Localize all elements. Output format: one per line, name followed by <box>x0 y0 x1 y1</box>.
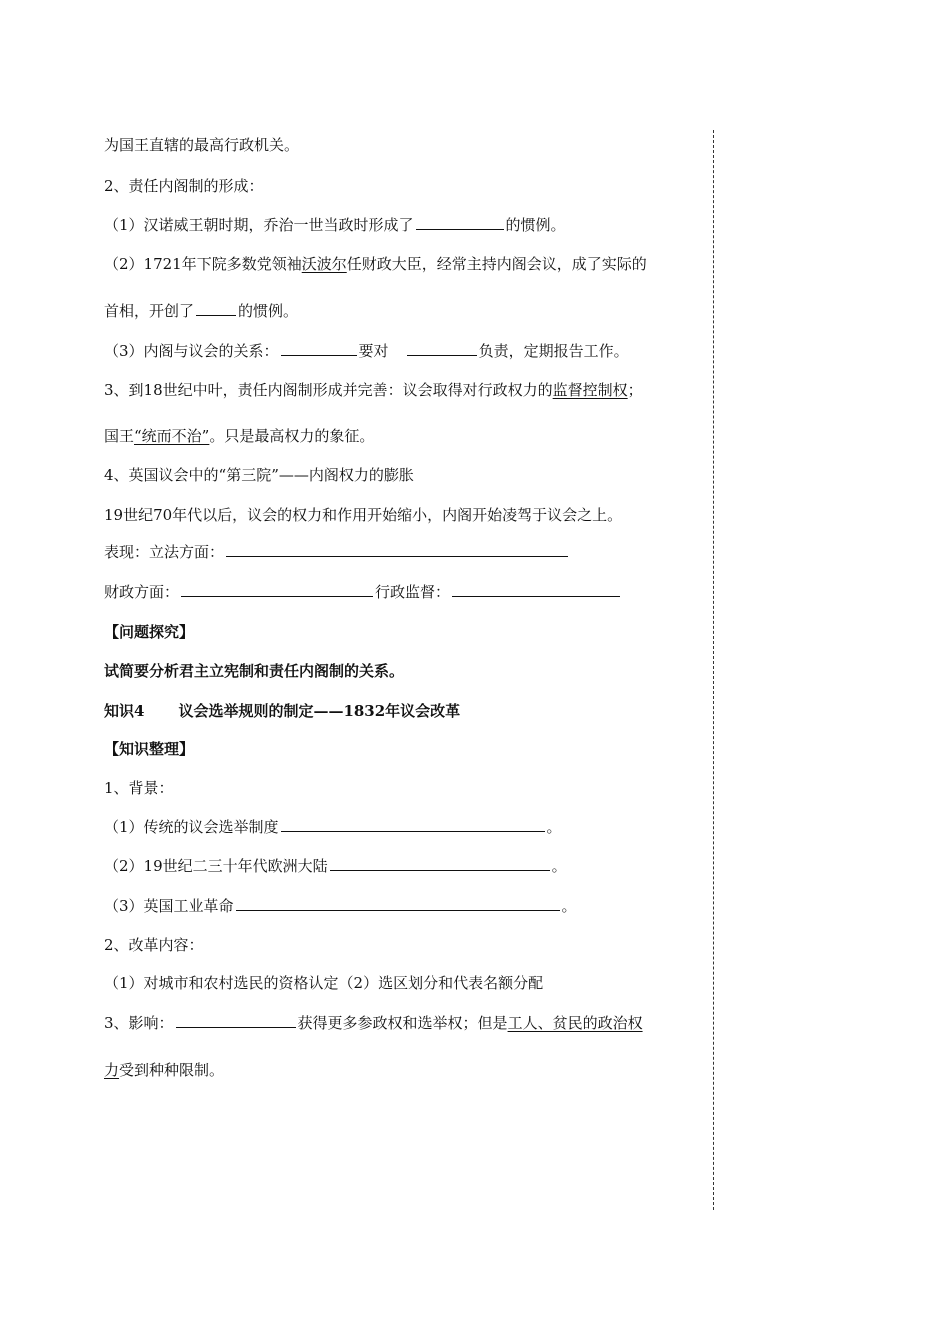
text: （3）内阁与议会的关系： <box>104 342 279 360</box>
text-line <box>104 253 647 275</box>
text: 负责，定期报告工作。 <box>478 342 629 360</box>
text-line <box>104 895 577 917</box>
text: 的惯例。 <box>505 216 566 234</box>
text: 试简要分析君主立宪制和责任内阁制的关系。 <box>104 662 405 680</box>
fill-blank[interactable] <box>330 856 550 871</box>
text: 获得更多参政权和选举权；但是 <box>297 1014 508 1032</box>
knowledge-title <box>104 700 460 722</box>
text: 。只是最高权力的象征。 <box>209 427 375 445</box>
fill-blank[interactable] <box>281 341 357 356</box>
text: 要对 <box>358 342 389 360</box>
text: 议会选举规则的制定——1832年议会改革 <box>178 702 461 720</box>
text-line <box>104 816 562 838</box>
text-line <box>104 504 622 526</box>
section-heading <box>104 777 174 799</box>
text: 2、改革内容： <box>104 936 204 954</box>
text: 的惯例。 <box>238 302 299 320</box>
text: （1）汉诺威王朝时期，乔治一世当政时形成了 <box>104 216 414 234</box>
text: （2）19世纪二三十年代欧洲大陆 <box>104 857 328 875</box>
fill-blank[interactable] <box>407 341 477 356</box>
section-heading <box>104 379 643 401</box>
section-heading <box>104 464 414 486</box>
text: 。 <box>551 857 567 875</box>
text-line <box>104 581 622 603</box>
text: 知识4 <box>104 702 145 720</box>
text: 。 <box>561 897 577 915</box>
text-line <box>104 1059 224 1081</box>
fill-blank[interactable] <box>236 896 560 911</box>
subheading <box>104 738 194 760</box>
underlined-text: “统而不治” <box>134 427 210 445</box>
fill-blank[interactable] <box>226 542 568 557</box>
text: ； <box>627 381 643 399</box>
text-line <box>104 425 374 447</box>
section-heading <box>104 1012 643 1034</box>
text: 【知识整理】 <box>104 740 195 758</box>
section-heading <box>104 175 264 197</box>
text: （3）英国工业革命 <box>104 897 234 915</box>
text: 为国王直辖的最高行政机关。 <box>104 136 300 154</box>
text: 3、影响： <box>104 1014 174 1032</box>
underlined-text: 工人、贫民的政治权 <box>507 1014 643 1032</box>
text-line <box>104 300 298 322</box>
question <box>104 660 404 682</box>
text: 首相，开创了 <box>104 302 195 320</box>
text-line <box>104 855 567 877</box>
text: 1、背景： <box>104 779 174 797</box>
fill-blank[interactable] <box>181 582 373 597</box>
text: 3、到18世纪中叶，责任内阁制形成并完善：议会取得对行政权力的 <box>104 381 553 399</box>
text: （2）1721年下院多数党领袖 <box>104 255 302 273</box>
underlined-text: 沃波尔 <box>301 255 347 273</box>
text: 4、英国议会中的“第三院”——内阁权力的膨胀 <box>104 466 414 484</box>
underlined-text: 监督控制权 <box>552 381 628 399</box>
text-line <box>104 134 299 156</box>
text: 受到种种限制。 <box>119 1061 225 1079</box>
text: 任财政大臣，经常主持内阁会议，成了实际的 <box>346 255 647 273</box>
subheading <box>104 621 194 643</box>
text: 2、责任内阁制的形成： <box>104 177 264 195</box>
fill-blank[interactable] <box>281 817 545 832</box>
text: 财政方面： <box>104 583 180 601</box>
underlined-text: 力 <box>104 1061 120 1079</box>
fill-blank[interactable] <box>196 301 236 316</box>
section-heading <box>104 934 204 956</box>
binding-cut-line <box>713 130 714 1210</box>
text: 国王 <box>104 427 135 445</box>
text: 【问题探究】 <box>104 623 195 641</box>
text-line <box>104 972 543 994</box>
fill-blank[interactable] <box>452 582 620 597</box>
text: （1）传统的议会选举制度 <box>104 818 279 836</box>
text: 。 <box>546 818 562 836</box>
text-line <box>104 541 570 563</box>
text: 表现：立法方面： <box>104 543 225 561</box>
text: 行政监督： <box>375 583 451 601</box>
text: （1）对城市和农村选民的资格认定（2）选区划分和代表名额分配 <box>104 974 544 992</box>
text: 19世纪70年代以后，议会的权力和作用开始缩小，内阁开始凌驾于议会之上。 <box>104 506 623 524</box>
text-line <box>104 214 566 236</box>
fill-blank[interactable] <box>176 1013 296 1028</box>
text-line <box>104 340 629 362</box>
fill-blank[interactable] <box>416 215 504 230</box>
